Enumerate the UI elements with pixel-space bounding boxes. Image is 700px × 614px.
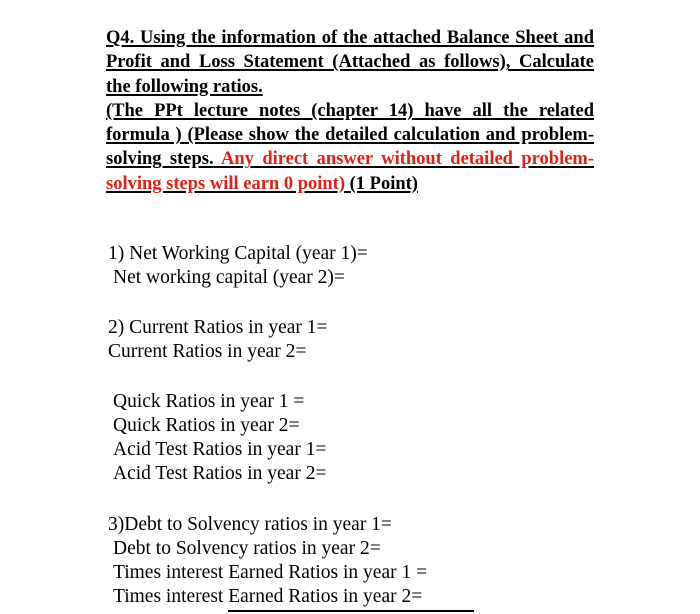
quick-ratio-year2: Quick Ratios in year 2= <box>113 415 300 436</box>
acid-test-ratio-year1: Acid Test Ratios in year 1= <box>113 439 327 460</box>
partial-underline <box>228 610 474 612</box>
question-intro: Q4. Using the information of the attached Balance Sheet and Profit and Loss Statement (Attached as follows), Calculate the following ratios. <box>106 28 594 97</box>
quick-ratio-year1: Quick Ratios in year 1 = <box>113 391 305 412</box>
times-interest-earned-year2: Times interest Earned Ratios in year 2= <box>113 586 423 607</box>
debt-solvency-ratio-year2: Debt to Solvency ratios in year 2= <box>113 538 381 559</box>
current-ratio-year1: 2) Current Ratios in year 1= <box>108 317 328 338</box>
net-working-capital-year2: Net working capital (year 2)= <box>113 267 345 288</box>
question-text <box>106 26 594 196</box>
net-working-capital-year1: 1) Net Working Capital (year 1)= <box>108 243 368 264</box>
question-warning: Any direct answer without detailed problem-solving steps will earn 0 point) <box>106 149 594 194</box>
times-interest-earned-year1: Times interest Earned Ratios in year 1 = <box>113 562 428 583</box>
acid-test-ratio-year2: Acid Test Ratios in year 2= <box>113 463 327 484</box>
debt-solvency-ratio-year1: 3)Debt to Solvency ratios in year 1= <box>108 514 392 535</box>
current-ratio-year2: Current Ratios in year 2= <box>108 341 307 362</box>
question-points: (1 Point) <box>349 173 418 194</box>
question-instructions: (The PPt lecture notes (chapter 14) have all the related formula ) (Please show the detailed calculation and problem-solving steps. <box>106 100 594 170</box>
